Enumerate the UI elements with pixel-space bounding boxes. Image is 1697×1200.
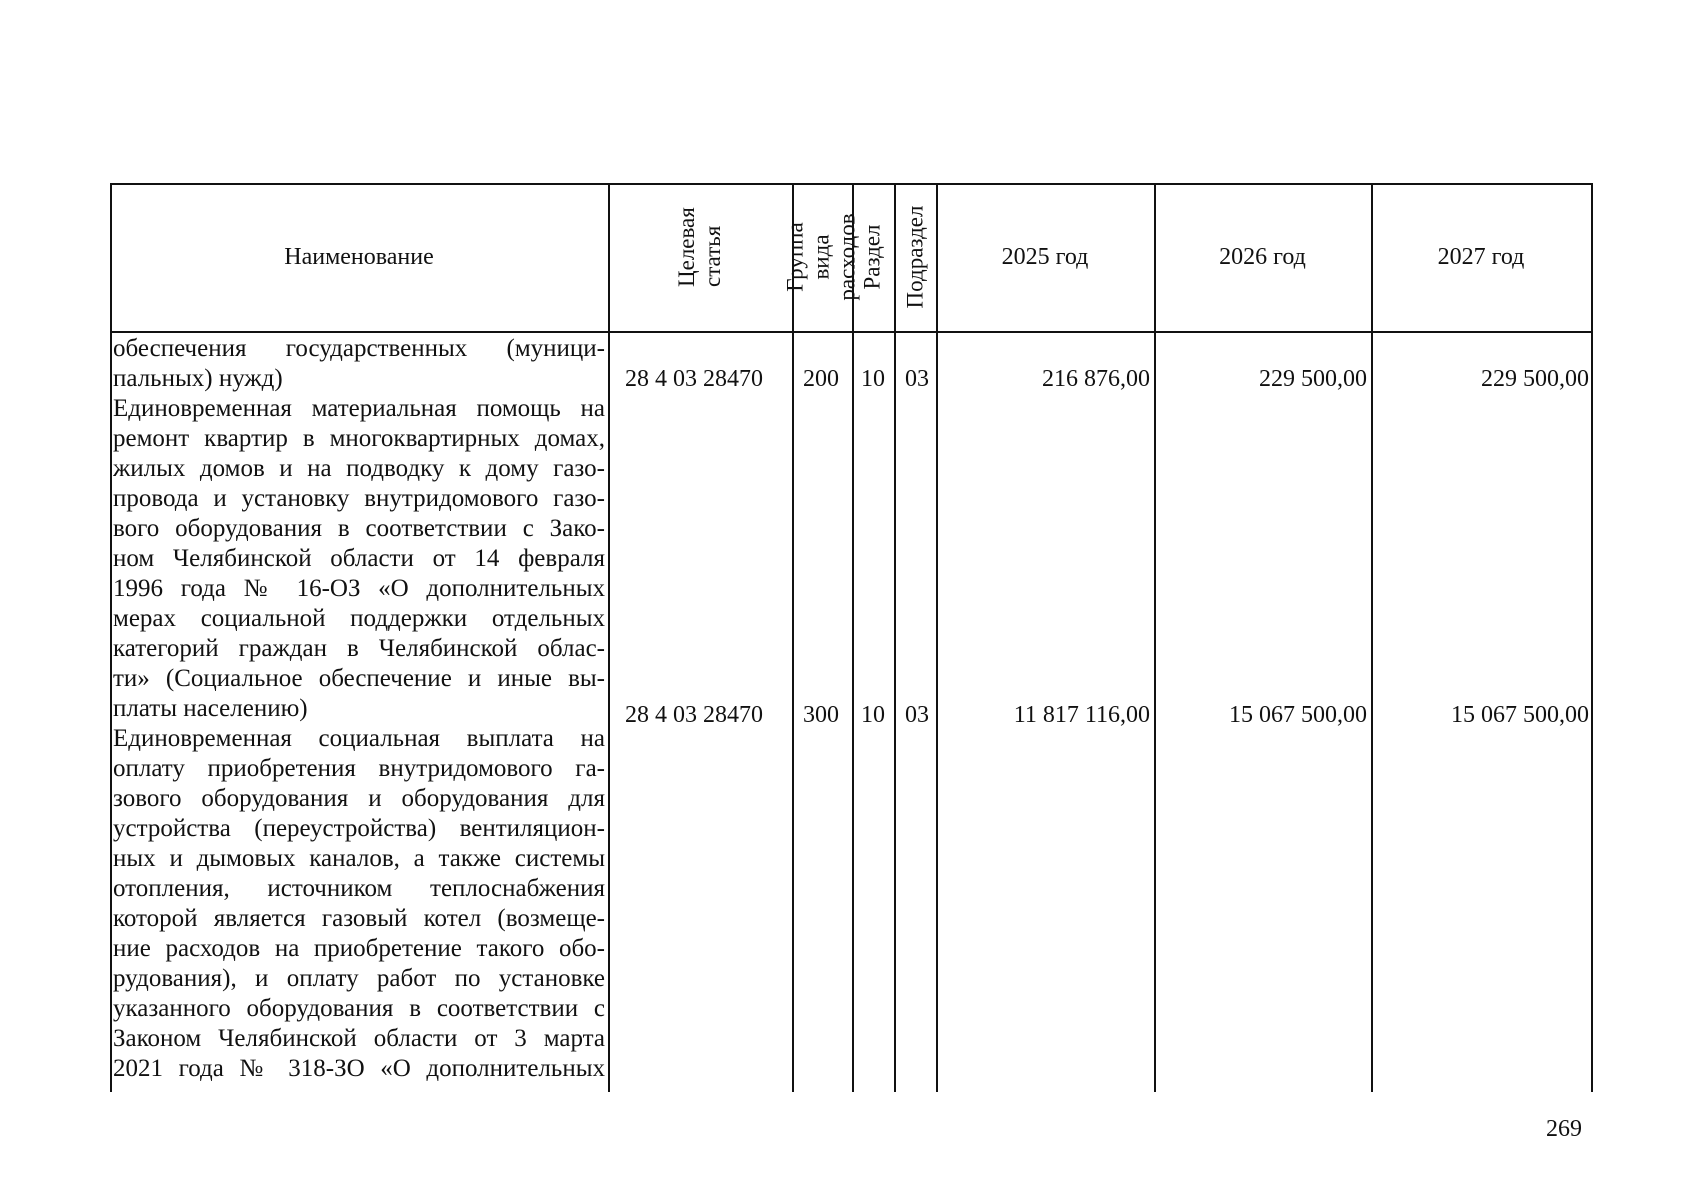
name-line: ние расходов на приобретение такого обо- (113, 935, 605, 962)
row1-target: 28 4 03 28470 (625, 366, 763, 392)
row2-2026: 15 067 500,00 (1229, 702, 1367, 728)
row1-group: 200 (803, 366, 839, 392)
name-line: ном Челябинской области от 14 февраля (113, 545, 605, 572)
name-line: категорий граждан в Челябинской облас- (113, 635, 605, 662)
header-2027: 2027 год (1437, 243, 1525, 270)
header-subsection: Подраздел (902, 205, 928, 309)
name-line: ных и дымовых каналов, а также системы (113, 845, 605, 872)
header-target: Целевая статья (674, 207, 725, 287)
row2-2027: 15 067 500,00 (1451, 702, 1589, 728)
name-line: ремонт квартир в многоквартирных домах, (113, 425, 605, 452)
name-line: Законом Челябинской области от 3 марта (113, 1025, 605, 1052)
name-line: устройства (переустройства) вентиляцион- (113, 815, 605, 842)
row2-section: 10 (861, 702, 885, 728)
row1-section: 10 (861, 366, 885, 392)
header-2026: 2026 год (1219, 243, 1306, 270)
row1-2025: 216 876,00 (1042, 366, 1150, 392)
row2-2025: 11 817 116,00 (1013, 702, 1150, 728)
name-line: обеспечения государственных (муници- (113, 335, 605, 362)
name-line: рудования), и оплату работ по установке (113, 965, 605, 992)
name-line: платы населению) (113, 695, 308, 722)
name-line: указанного оборудования в соответствии с (113, 995, 605, 1022)
name-line: Единовременная материальная помощь на (113, 395, 605, 422)
name-line: мерах социальной поддержки отдельных (113, 605, 605, 632)
name-line: ти» (Социальное обеспечение и иные вы- (113, 665, 605, 692)
header-name: Наименование (284, 243, 434, 270)
name-line: жилых домов и на подводку к дому газо- (113, 455, 605, 482)
row2-group: 300 (803, 702, 839, 728)
row2-subsection: 03 (905, 702, 929, 728)
row1-2027: 229 500,00 (1481, 366, 1589, 392)
page-number: 269 (1546, 1116, 1582, 1142)
header-2025: 2025 год (1001, 243, 1089, 270)
name-line: отопления, источником теплоснабжения (113, 875, 605, 902)
name-line: провода и установку внутридомового газо- (113, 485, 605, 512)
budget-table (110, 183, 1593, 1092)
name-line: пальных) нужд) (113, 365, 283, 392)
header-section: Раздел (860, 224, 885, 290)
row1-2026: 229 500,00 (1259, 366, 1367, 392)
row1-subsection: 03 (905, 366, 929, 392)
col-border-right (1591, 183, 1593, 1092)
header-group: Группа вида расходов (783, 213, 861, 301)
row2-target: 28 4 03 28470 (625, 702, 763, 728)
name-line: 1996 года № 16-ОЗ «О дополнительных (113, 575, 605, 602)
name-line: вого оборудования в соответствии с Зако- (113, 515, 605, 542)
name-line: оплату приобретения внутридомового га- (113, 755, 605, 782)
name-line: зового оборудования и оборудования для (113, 785, 605, 812)
name-line: Единовременная социальная выплата на (113, 725, 605, 752)
name-line: 2021 года № 318-ЗО «О дополнительных (113, 1055, 605, 1082)
name-line: которой является газовый котел (возмеще- (113, 905, 605, 932)
